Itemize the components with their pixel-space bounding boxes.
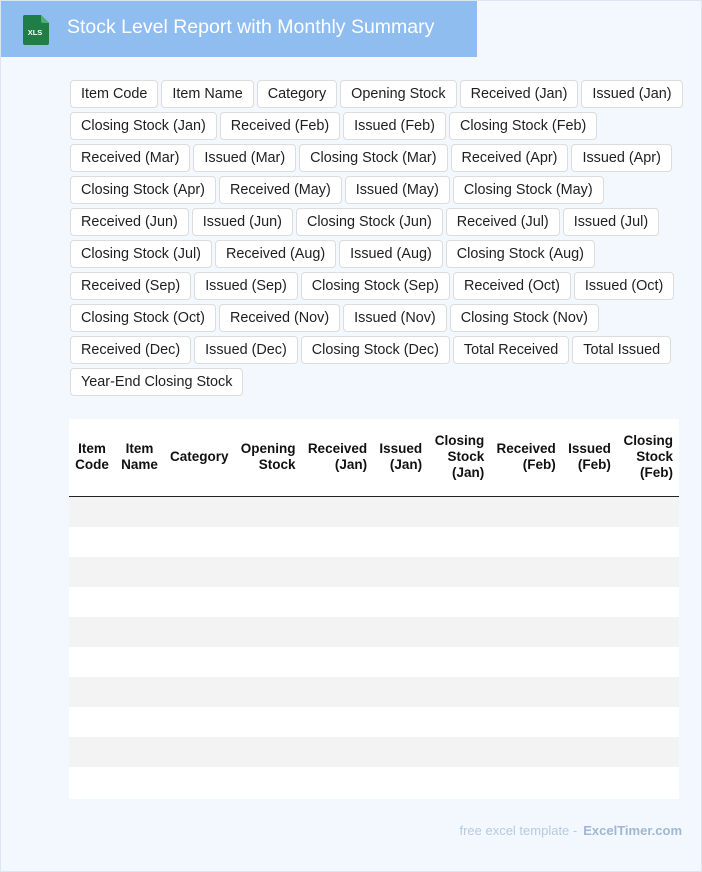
column-header: Closing Stock (Feb): [617, 419, 679, 496]
table-cell[interactable]: [428, 677, 490, 707]
table-cell[interactable]: [235, 737, 302, 767]
table-cell[interactable]: [235, 767, 302, 797]
table-header-row: [69, 419, 679, 496]
table-cell[interactable]: [490, 587, 562, 617]
table-cell[interactable]: [490, 557, 562, 587]
table-cell[interactable]: [490, 737, 562, 767]
column-chip[interactable]: Closing Stock (May): [453, 176, 604, 204]
table-cell[interactable]: [373, 617, 428, 647]
report-table-container[interactable]: [69, 419, 679, 799]
table-cell[interactable]: [490, 647, 562, 677]
table-cell[interactable]: [164, 557, 235, 587]
table-cell[interactable]: [164, 767, 235, 797]
table-cell[interactable]: [617, 617, 679, 647]
table-cell[interactable]: [69, 527, 115, 557]
table-cell[interactable]: [617, 677, 679, 707]
column-header: Issued (Feb): [562, 419, 617, 496]
table-cell[interactable]: [428, 647, 490, 677]
table-cell[interactable]: [373, 587, 428, 617]
table-cell[interactable]: [115, 737, 164, 767]
table-cell[interactable]: [302, 647, 374, 677]
xls-file-icon: [23, 15, 49, 45]
table-row: [69, 587, 679, 617]
table-row: [69, 737, 679, 767]
table-cell[interactable]: [562, 587, 617, 617]
table-cell[interactable]: [164, 677, 235, 707]
page-title: Stock Level Report with Monthly Summary: [67, 16, 435, 38]
column-chip[interactable]: Issued (Sep): [194, 272, 298, 300]
column-chip[interactable]: Closing Stock (Jan): [70, 112, 217, 140]
table-cell[interactable]: [235, 496, 302, 527]
table-cell[interactable]: [428, 557, 490, 587]
table-row: [69, 767, 679, 797]
table-row: [69, 677, 679, 707]
table-cell[interactable]: [302, 587, 374, 617]
table-cell[interactable]: [69, 557, 115, 587]
table-cell[interactable]: [373, 737, 428, 767]
table-row: [69, 557, 679, 587]
column-chip[interactable]: Issued (Nov): [343, 304, 447, 332]
column-chip[interactable]: Received (Nov): [219, 304, 340, 332]
column-chip[interactable]: Opening Stock: [340, 80, 456, 108]
table-cell[interactable]: [562, 767, 617, 797]
column-header: Received (Jan): [302, 419, 374, 496]
table-cell[interactable]: [428, 737, 490, 767]
column-chip[interactable]: Issued (Jun): [192, 208, 293, 236]
table-cell[interactable]: [164, 707, 235, 737]
column-chip[interactable]: Issued (Jul): [563, 208, 659, 236]
column-chip[interactable]: Received (Aug): [215, 240, 336, 268]
table-cell[interactable]: [302, 557, 374, 587]
column-chip[interactable]: Received (Sep): [70, 272, 191, 300]
footer: [1, 823, 682, 838]
table-cell[interactable]: [302, 527, 374, 557]
column-chip[interactable]: Received (Feb): [220, 112, 340, 140]
column-chip[interactable]: Item Code: [70, 80, 158, 108]
column-chip[interactable]: Issued (Aug): [339, 240, 443, 268]
column-chip[interactable]: Closing Stock (Jun): [296, 208, 443, 236]
column-header: Received (Feb): [490, 419, 562, 496]
table-cell[interactable]: [428, 707, 490, 737]
table-cell[interactable]: [115, 767, 164, 797]
column-chip[interactable]: Category: [257, 80, 337, 108]
table-cell[interactable]: [235, 647, 302, 677]
table-cell[interactable]: [235, 527, 302, 557]
table-cell[interactable]: [302, 496, 374, 527]
table-cell[interactable]: [617, 737, 679, 767]
column-chip[interactable]: Received (Dec): [70, 336, 191, 364]
table-cell[interactable]: [164, 527, 235, 557]
table-cell[interactable]: [302, 737, 374, 767]
column-chip[interactable]: Closing Stock (Jul): [70, 240, 212, 268]
column-header: Category: [164, 419, 235, 496]
table-cell[interactable]: [490, 617, 562, 647]
table-cell[interactable]: [302, 767, 374, 797]
table-cell[interactable]: [617, 527, 679, 557]
column-header: Item Code: [69, 419, 115, 496]
footer-brand-link[interactable]: ExcelTimer.com: [583, 823, 682, 838]
table-cell[interactable]: [69, 737, 115, 767]
table-cell[interactable]: [69, 677, 115, 707]
column-chip[interactable]: Closing Stock (Apr): [70, 176, 216, 204]
table-cell[interactable]: [302, 617, 374, 647]
column-chip[interactable]: Issued (Apr): [571, 144, 671, 172]
report-table: [69, 419, 679, 797]
table-cell[interactable]: [562, 647, 617, 677]
table-row: [69, 527, 679, 557]
table-cell[interactable]: [490, 767, 562, 797]
table-cell[interactable]: [164, 587, 235, 617]
table-cell[interactable]: [373, 707, 428, 737]
table-cell[interactable]: [164, 647, 235, 677]
table-cell[interactable]: [490, 707, 562, 737]
column-chip[interactable]: Closing Stock (Aug): [446, 240, 595, 268]
table-cell[interactable]: [235, 707, 302, 737]
column-chip[interactable]: Received (Jun): [70, 208, 189, 236]
table-cell[interactable]: [373, 767, 428, 797]
column-header: Item Name: [115, 419, 164, 496]
table-cell[interactable]: [115, 496, 164, 527]
table-cell[interactable]: [617, 707, 679, 737]
table-cell[interactable]: [302, 677, 374, 707]
table-cell[interactable]: [115, 677, 164, 707]
table-cell[interactable]: [562, 527, 617, 557]
table-cell[interactable]: [428, 617, 490, 647]
table-row: [69, 707, 679, 737]
table-cell[interactable]: [428, 767, 490, 797]
column-header: Issued (Jan): [373, 419, 428, 496]
table-cell[interactable]: [164, 617, 235, 647]
column-chip[interactable]: Issued (Oct): [574, 272, 674, 300]
column-chip[interactable]: Received (Jul): [446, 208, 560, 236]
column-chip[interactable]: Closing Stock (Dec): [301, 336, 450, 364]
table-cell[interactable]: [617, 557, 679, 587]
column-chip[interactable]: Item Name: [161, 80, 253, 108]
table-row: [69, 496, 679, 527]
table-cell[interactable]: [115, 707, 164, 737]
column-header: Closing Stock (Jan): [428, 419, 490, 496]
table-cell[interactable]: [617, 496, 679, 527]
column-chip[interactable]: Received (May): [219, 176, 342, 204]
table-row: [69, 617, 679, 647]
table-cell[interactable]: [562, 617, 617, 647]
table-cell[interactable]: [373, 557, 428, 587]
column-chip[interactable]: Received (Mar): [70, 144, 190, 172]
table-cell[interactable]: [164, 496, 235, 527]
table-cell[interactable]: [235, 617, 302, 647]
table-cell[interactable]: [490, 527, 562, 557]
table-cell[interactable]: [562, 557, 617, 587]
table-cell[interactable]: [490, 677, 562, 707]
table-cell[interactable]: [115, 617, 164, 647]
column-chip-list: [70, 80, 698, 396]
table-cell[interactable]: [428, 527, 490, 557]
column-chip[interactable]: Issued (May): [345, 176, 450, 204]
table-cell[interactable]: [115, 557, 164, 587]
table-cell[interactable]: [69, 647, 115, 677]
table-cell[interactable]: [302, 707, 374, 737]
table-cell[interactable]: [490, 496, 562, 527]
table-row: [69, 647, 679, 677]
table-cell[interactable]: [428, 587, 490, 617]
table-cell[interactable]: [562, 707, 617, 737]
column-chip[interactable]: Year-End Closing Stock: [70, 368, 243, 396]
column-chip[interactable]: Issued (Dec): [194, 336, 298, 364]
column-chip[interactable]: Closing Stock (Nov): [450, 304, 599, 332]
column-chip[interactable]: Issued (Jan): [581, 80, 682, 108]
table-cell[interactable]: [617, 647, 679, 677]
table-cell[interactable]: [115, 647, 164, 677]
footer-prefix: free excel template -: [459, 823, 578, 838]
table-cell[interactable]: [373, 677, 428, 707]
table-cell[interactable]: [235, 677, 302, 707]
table-cell[interactable]: [373, 527, 428, 557]
table-cell[interactable]: [235, 557, 302, 587]
column-chip[interactable]: Closing Stock (Feb): [449, 112, 597, 140]
table-cell[interactable]: [69, 617, 115, 647]
table-cell[interactable]: [115, 527, 164, 557]
column-chip[interactable]: Closing Stock (Oct): [70, 304, 216, 332]
column-chip[interactable]: Total Received: [453, 336, 569, 364]
column-chip[interactable]: Received (Apr): [451, 144, 569, 172]
column-header: Opening Stock: [235, 419, 302, 496]
column-chip[interactable]: Received (Jan): [460, 80, 579, 108]
column-chip[interactable]: Issued (Mar): [193, 144, 296, 172]
table-cell[interactable]: [164, 737, 235, 767]
table-cell[interactable]: [373, 496, 428, 527]
table-cell[interactable]: [69, 707, 115, 737]
table-cell[interactable]: [617, 587, 679, 617]
column-chip[interactable]: Issued (Feb): [343, 112, 446, 140]
table-cell[interactable]: [235, 587, 302, 617]
table-cell[interactable]: [562, 496, 617, 527]
table-cell[interactable]: [69, 767, 115, 797]
table-cell[interactable]: [373, 647, 428, 677]
table-cell[interactable]: [562, 737, 617, 767]
table-cell[interactable]: [428, 496, 490, 527]
header-bar: [1, 1, 477, 57]
table-cell[interactable]: [69, 496, 115, 527]
table-cell[interactable]: [115, 587, 164, 617]
column-chip[interactable]: Total Issued: [572, 336, 671, 364]
column-chip[interactable]: Closing Stock (Sep): [301, 272, 450, 300]
table-cell[interactable]: [562, 677, 617, 707]
table-body: [69, 496, 679, 797]
column-chip[interactable]: Closing Stock (Mar): [299, 144, 447, 172]
xls-icon-label: XLS: [27, 28, 43, 37]
table-cell[interactable]: [617, 767, 679, 797]
column-chip[interactable]: Received (Oct): [453, 272, 571, 300]
table-cell[interactable]: [69, 587, 115, 617]
